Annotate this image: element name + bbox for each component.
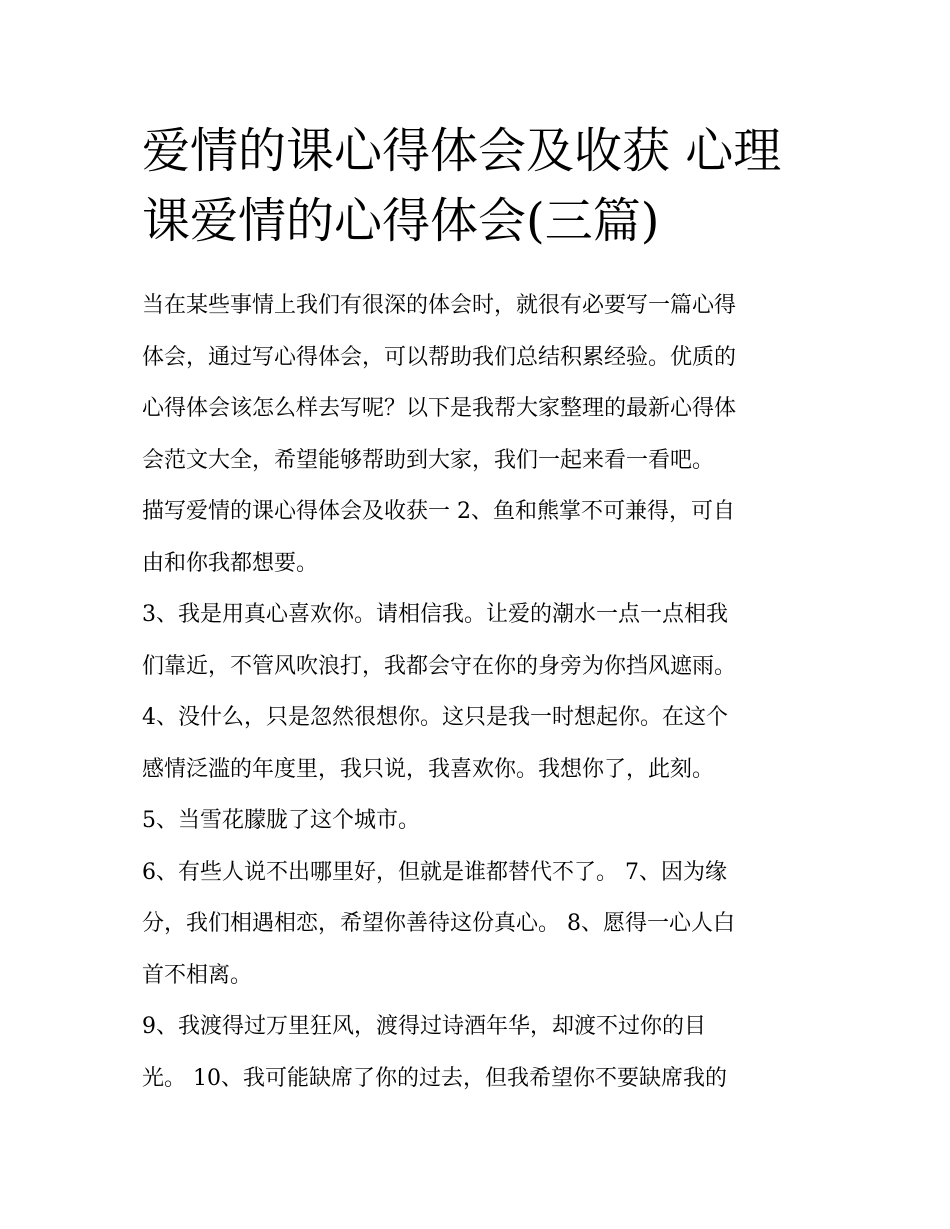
- body-line: 3、我是用真心喜欢你。请相信我。让爱的潮水一点一点相我: [142, 602, 728, 627]
- body-line: 感情泛滥的年度里，我只说，我喜欢你。我想你了，此刻。: [142, 756, 715, 782]
- body-line: 分，我们相遇相恋，希望你善待这份真心。 8、愿得一心人白: [142, 911, 735, 936]
- body-line: 光。 10、我可能缺席了你的过去，但我希望你不要缺席我的: [142, 1065, 727, 1091]
- document-body: [142, 280, 832, 1104]
- title-line: 课爱情的心得体会(三篇): [142, 193, 660, 249]
- body-line: 由和你我都想要。: [142, 550, 319, 576]
- body-line: 会范文大全，希望能够帮助到大家，我们一起来看一看吧。: [142, 447, 715, 473]
- body-line: 5、当雪花朦胧了这个城市。: [142, 808, 420, 833]
- body-line: 体会，通过写心得体会，可以帮助我们总结积累经验。优质的: [142, 344, 737, 370]
- body-line: 9、我渡得过万里狂风，渡得过诗酒年华，却渡不过你的目: [142, 1014, 706, 1039]
- document-title: [142, 116, 822, 256]
- body-line: 们靠近，不管风吹浪打，我都会守在你的身旁为你挡风遮雨。: [142, 653, 737, 679]
- body-line: 描写爱情的课心得体会及收获一 2、鱼和熊掌不可兼得，可自: [142, 499, 735, 524]
- body-line: 首不相离。: [142, 962, 253, 988]
- body-line: 当在某些事情上我们有很深的体会时，就很有必要写一篇心得: [142, 293, 737, 318]
- body-line: 心得体会该怎么样去写呢？以下是我帮大家整理的最新心得体: [142, 396, 737, 421]
- body-line: 4、没什么，只是忽然很想你。这只是我一时想起你。在这个: [142, 705, 728, 730]
- title-line: 爱情的课心得体会及收获 心理: [142, 123, 782, 179]
- body-line: 6、有些人说不出哪里好，但就是谁都替代不了。 7、因为缘: [142, 859, 727, 885]
